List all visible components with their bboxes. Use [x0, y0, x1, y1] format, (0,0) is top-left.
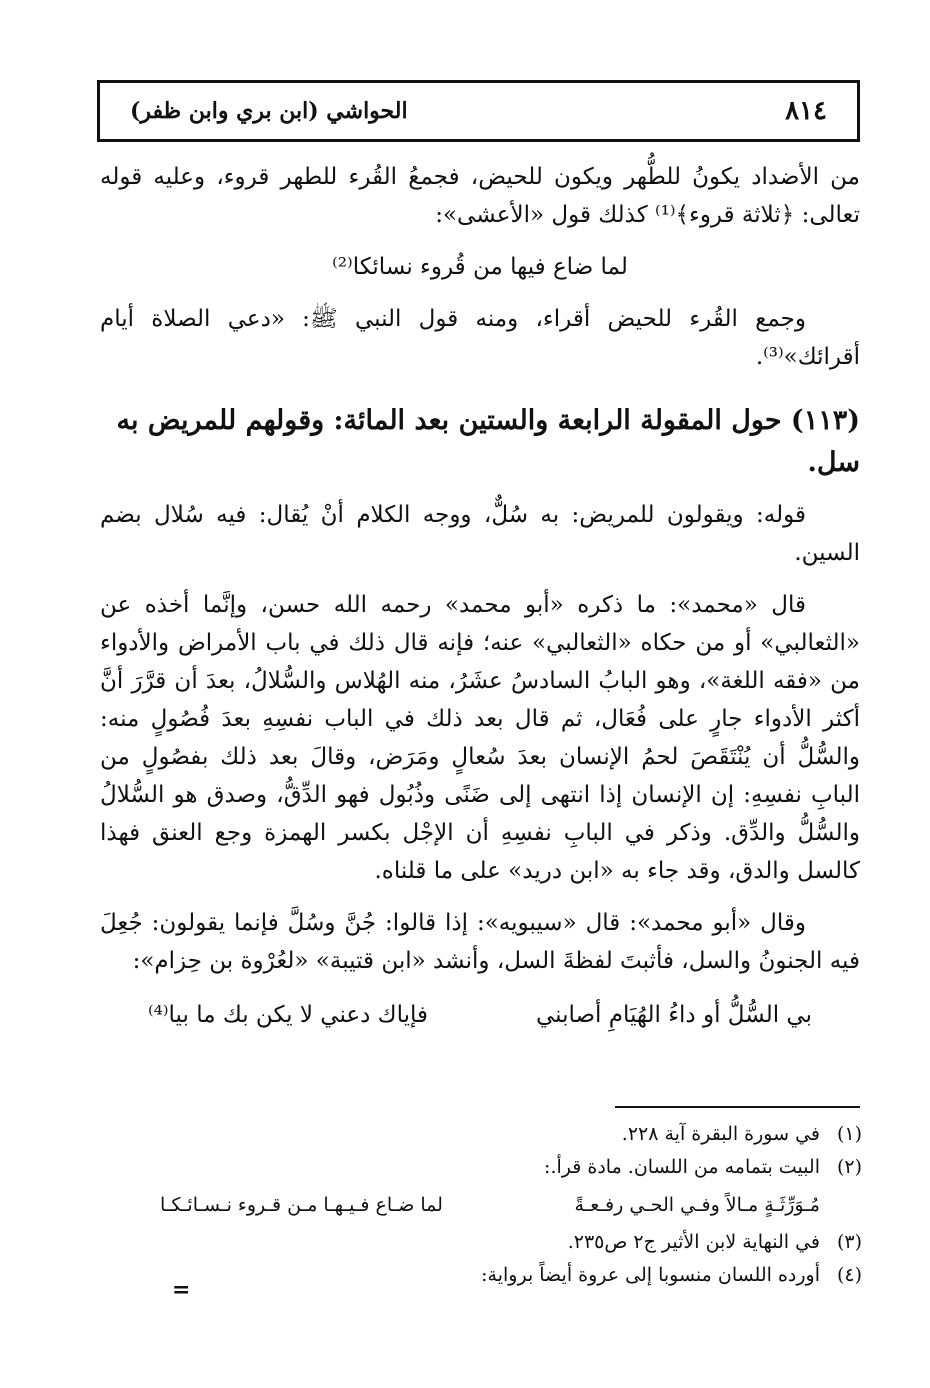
footnote-text: في سورة البقرة آية ٢٢٨. — [621, 1123, 820, 1145]
footnote-text: في النهاية لابن الأثير ج٢ ص٢٣٥. — [567, 1231, 820, 1253]
page-number: ٨١٤ — [785, 96, 827, 126]
paragraph-4: قال «محمد»: ما ذكره «أبو محمد» رحمه الله حسن، وإنَّما أخذه عن «الثعالبي» أو من حكاه «الثعالبي» عنه؛ فإنه قال ذلك في باب الأمراض والأدواء من «فقه اللغة»، وهو البابُ السادسُ عشَرُ، منه الهُلاس والسُّلالُ، بعدَ أن قرَّرَ أنَّ أكثر الأدواء جارٍ على فُعَال، ثم قال بعد ذلك في الباب نفسِهِ بعدَ فُصُولٍ منه: والسُّلُّ أن يُنْتَقَصَ لحمُ الإنسان بعدَ سُعالٍ ومَرَض، وقالَ بعد ذلك بفصُولٍ من البابِ نفسِهِ: إن الإنسان إذا انتهى إلى ضَنًى وذُبُول فهو الدِّقُّ، وصدق هو السُّلالُ والسُّلُّ والدِّق. وذكر في البابِ نفسِهِ أن الإجْل بكسر الهمزة وجع العنق فهذا كالسل والدق، وقد جاء به «ابن دريد» على ما قلناه. — [100, 592, 860, 884]
footnote-text: أورده اللسان منسوبا إلى عروة أيضاً برواية: — [481, 1264, 820, 1286]
footnote-4 — [100, 1259, 862, 1291]
footnote-verse-first: مُـوَرِّثَـةٍ مـالاً وفـي الحـي رفـعـةً — [574, 1194, 820, 1216]
footnote-verse-second: لما ضـاع فـيـهـا مـن قـروء نـسـائـكـا — [160, 1194, 443, 1216]
running-title: الحواشي (ابن بري وابن ظفر) — [130, 98, 408, 124]
verse-couplet — [100, 996, 860, 1034]
footnote-2 — [100, 1151, 862, 1183]
footnote-number: (٣) — [836, 1231, 862, 1253]
paragraph-3: قوله: ويقولون للمريض: به سُلٌّ، ووجه الكلام أنْ يُقال: فيه سُلال بضم السين. — [100, 502, 860, 566]
footnote-3 — [100, 1226, 862, 1258]
footnote-2-verse — [100, 1184, 862, 1226]
continuation-mark: = — [172, 1277, 191, 1303]
paragraph-2: وجمع القُرء للحيض أقراء، ومنه قول النبي ﷺ: «دعي الصلاة أيام أقرائك»⁽³⁾. — [100, 306, 860, 370]
running-header — [97, 80, 860, 142]
footnotes — [100, 1118, 862, 1292]
verse-second-hemistich: فإياك دعني لا يكن بك ما بيا⁽⁴⁾ — [148, 1002, 429, 1028]
paragraph-1: من الأضداد يكونُ للطُّهر ويكون للحيض، فجمعُ القُرء للطهر قروء، وعليه قوله تعالى: ﴿ثلاثة قروء﴾⁽¹⁾ كذلك قول «الأعشى»: — [100, 164, 860, 228]
paragraph-5: وقال «أبو محمد»: قال «سيبويه»: إذا قالوا: جُنَّ وسُلَّ فإنما يقولون: جُعِلَ فيه الجنونُ والسل، فأثبتَ لفظةَ السل، وأنشد «ابن قتيبة» «لعُرْوة بن حِزام»: — [100, 910, 860, 974]
footnote-number: (٤) — [836, 1264, 862, 1286]
footnote-divider — [615, 1106, 860, 1108]
footnote-number: (١) — [836, 1123, 862, 1145]
verse-line-1: لما ضاع فيها من قُروء نسائكا⁽²⁾ — [332, 254, 628, 280]
footnote-text: البيت بتمامه من اللسان. مادة قرأ.: — [544, 1156, 820, 1178]
footnote-1 — [100, 1118, 862, 1150]
main-text — [100, 158, 860, 1034]
verse-first-hemistich: بي السُّلُّ أو داءُ الهُيَامِ أصابني — [535, 1002, 812, 1028]
section-heading: (١١٣) حول المقولة الرابعة والستين بعد المائة: وقولهم للمريض به سل. — [116, 405, 860, 478]
footnote-number: (٢) — [836, 1156, 862, 1178]
